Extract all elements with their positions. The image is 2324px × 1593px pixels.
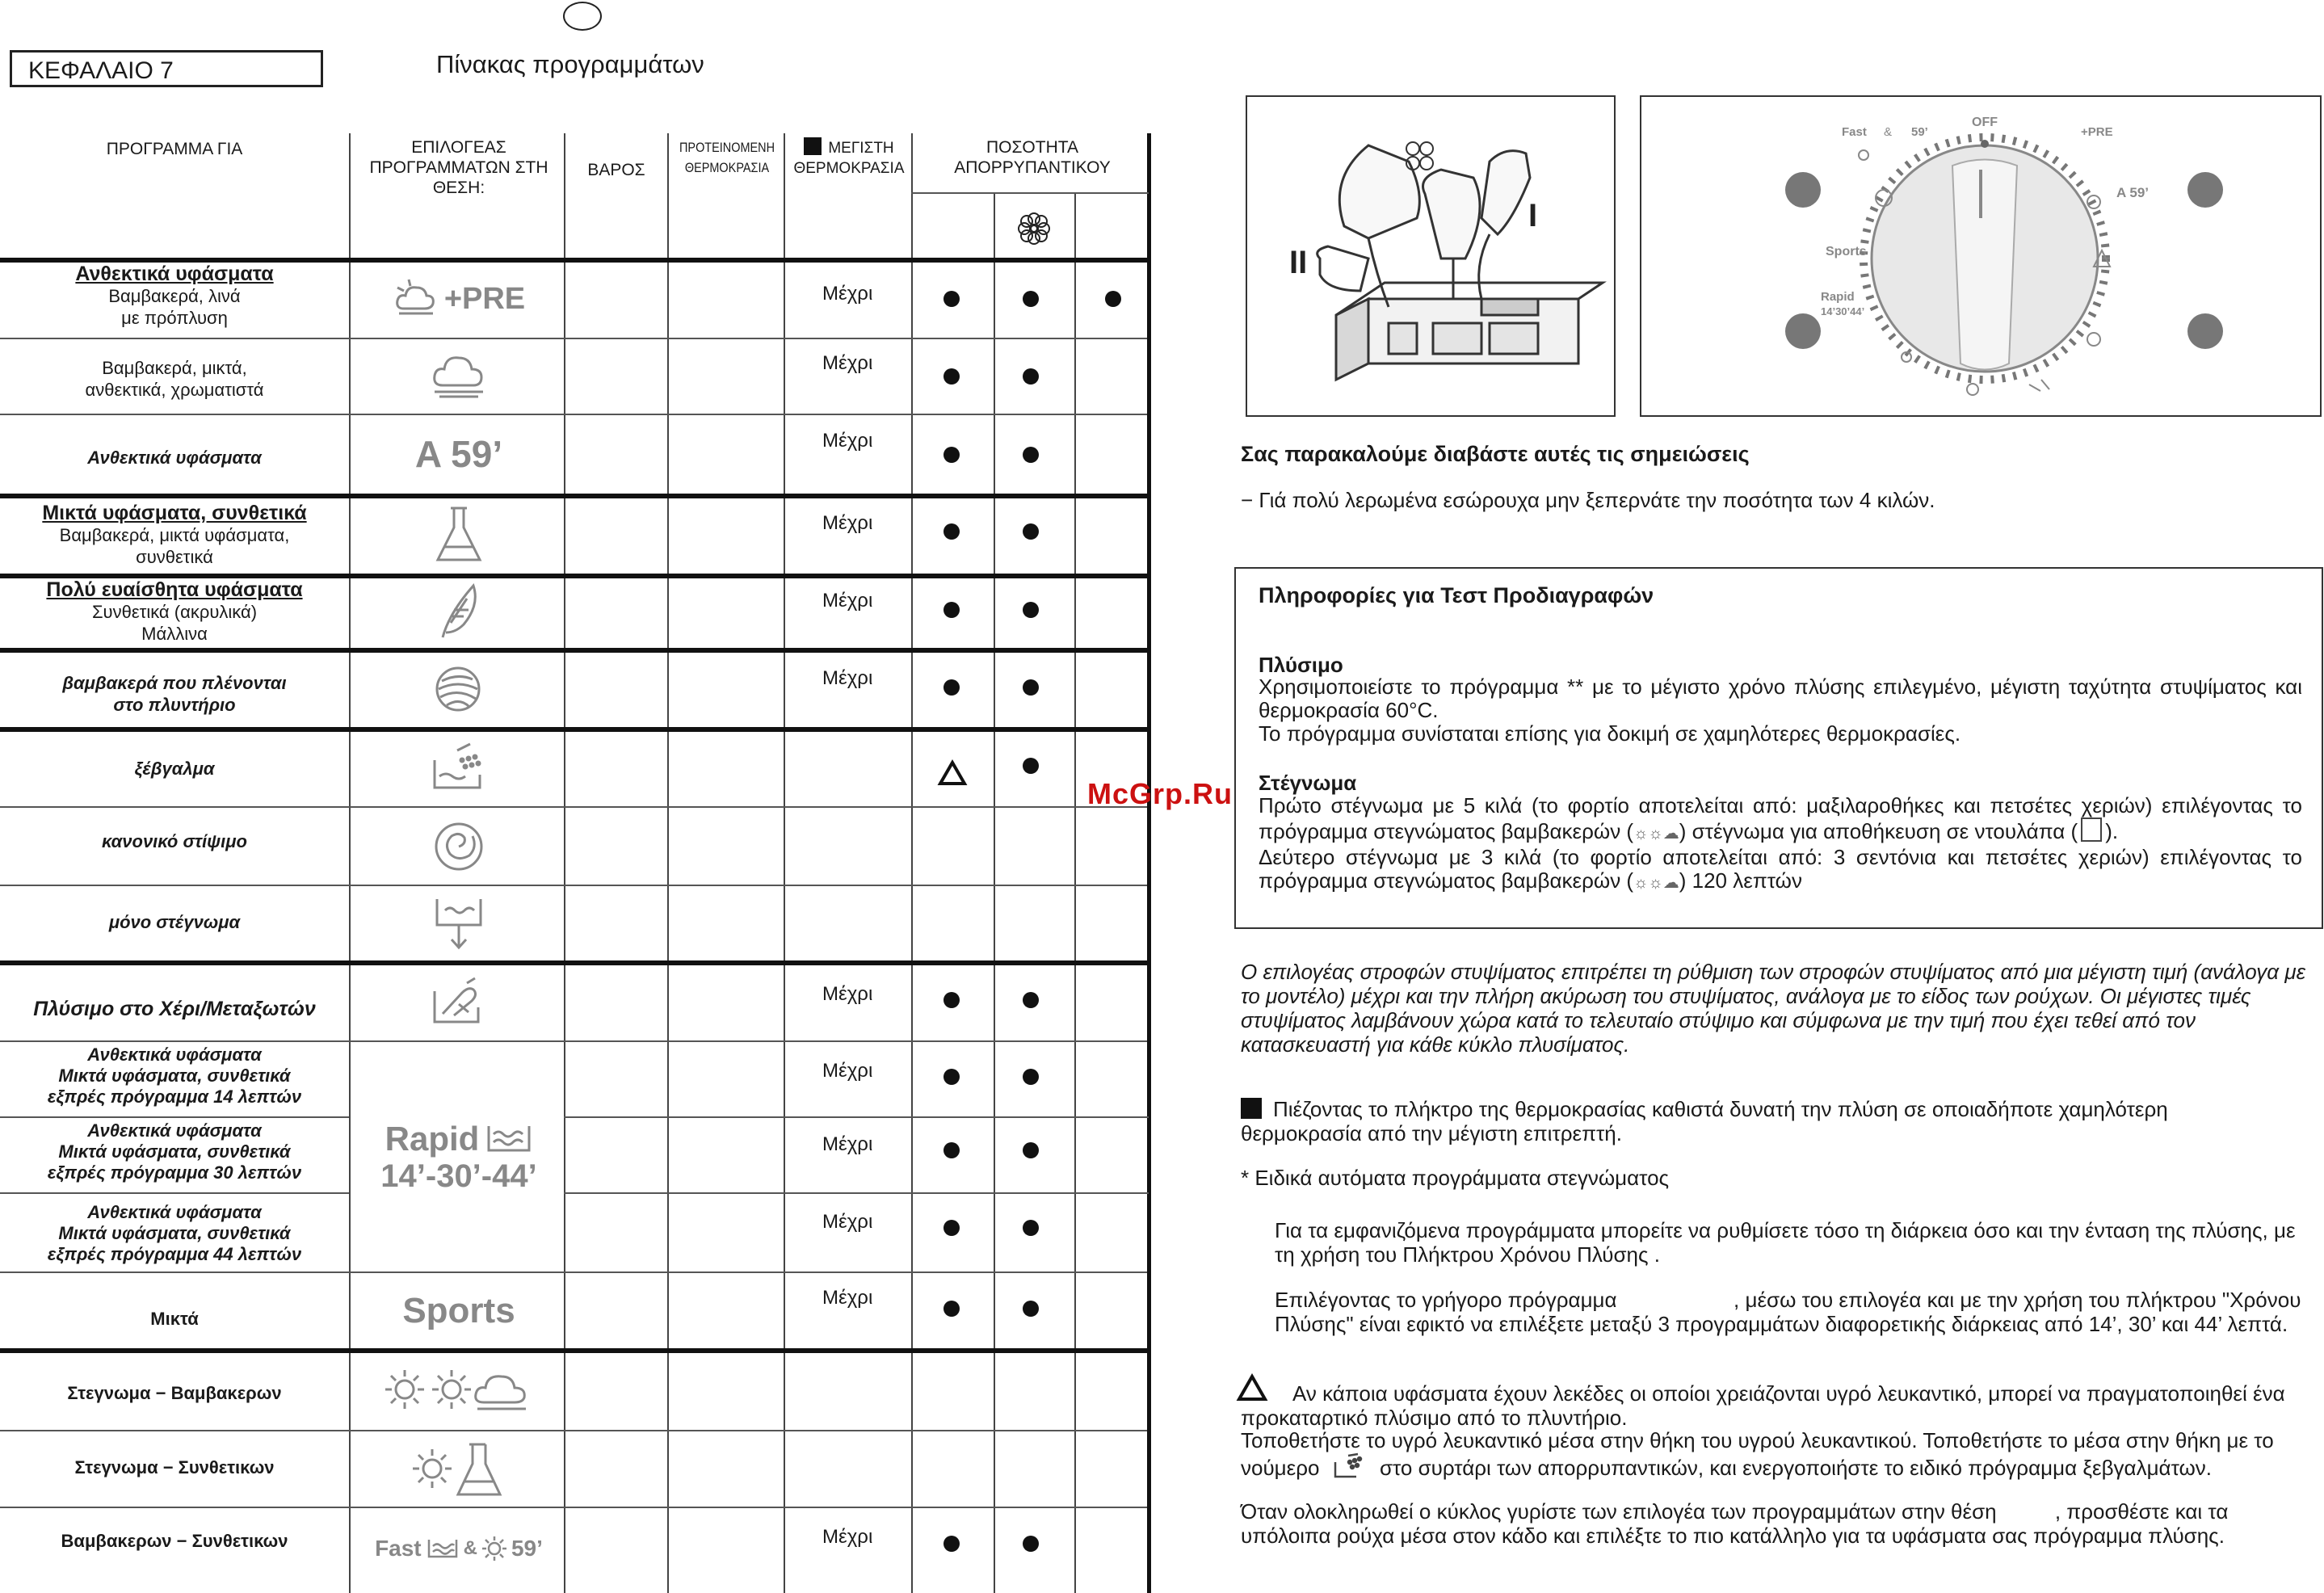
- row-label-9: [0, 911, 349, 933]
- max-temp-value: Μέχρι: [822, 430, 873, 452]
- row-line: εξπρές πρόγραμμα 14 λεπτών: [47, 1087, 302, 1107]
- hand-wash-icon: [430, 975, 488, 1027]
- detergent-dot: [943, 1142, 960, 1158]
- fast-59-label: 59’: [511, 1536, 543, 1561]
- wool-ball-icon: [431, 662, 487, 715]
- sun-icon: [481, 1535, 508, 1562]
- grid-line: [911, 133, 913, 1593]
- grid-line: [0, 806, 1147, 808]
- detergent-dot: [1023, 679, 1039, 696]
- temp-paragraph-text: Πιέζοντας το πλήκτρο της θερμοκρασίας καθιστά δυνατή την πλύση σε οποιαδήποτε χαμηλότερη θερμοκρασία από την μέγιστη επιτρεπτή.: [1241, 1097, 2168, 1145]
- grid-line: [0, 1116, 349, 1118]
- flower-softener-icon: [1014, 208, 1054, 249]
- row-line: Μικτά: [150, 1309, 199, 1329]
- detergent-dot: [1023, 992, 1039, 1008]
- sports-program: [355, 1273, 562, 1348]
- spec-dry-text-1c: ).: [2105, 819, 2119, 843]
- flask-icon: [433, 505, 485, 565]
- drain-icon: [432, 894, 485, 952]
- spin-spiral-icon: [432, 820, 485, 873]
- spec-wash-title: Πλύσιμο: [1259, 653, 1343, 677]
- detergent-dot: [943, 679, 960, 696]
- grid-line: [0, 338, 1147, 339]
- bleach-paragraph-3: Όταν ολοκληρωθεί ο κύκλος γυρίστε των επιλογέα των προγραμμάτων στην θέση , προσθέστε και τα υπόλοιπα ρούχα μέσα στον κάδο και επιλέξτε το πιο κατάλληλο για τα υφάσματα σας πρόγραμμα πλύσης.: [1241, 1499, 2234, 1548]
- spin-paragraph: Ο επιλογέας στροφών στυψίματος επιτρέπει τη ρύθμιση των στροφών στυψίματος από μια μέγιστη τιμή (ανάλογα με το μοντέλο) μέχρι και την πλήρη ακύρωση του στυψίματος, ανάλογα με το είδος των ρούχων. Οι μέγιστες τιμές στυψίματος λαμβάνουν χώρα κατά το τελευταίο στύψιμο και σύμφωνα με την τιμή που έχει τεθεί από τον κατασκευαστή για κάθε κύκλο πλυσίματος.: [1241, 960, 2306, 1057]
- header-selector: ΕΠΙΛΟΓΕΑΣ ΠΡΟΓΡΑΜΜΑΤΩΝ ΣΤΗ ΘΕΣΗ:: [369, 138, 548, 197]
- max-temp-value: Μέχρι: [822, 1060, 873, 1082]
- wool-program: [355, 649, 562, 727]
- detergent-dot: [943, 1301, 960, 1317]
- handwash-program: [355, 962, 562, 1040]
- max-temp-value: Μέχρι: [822, 283, 873, 305]
- row-line: κανονικό στίψιμο: [102, 831, 247, 851]
- row-label-11: [0, 1044, 349, 1108]
- synthetics-program: [355, 496, 562, 574]
- row-line: Πλύσιμο στο Χέρι/Μεταξωτών: [33, 998, 316, 1020]
- row-label-16: [0, 1456, 349, 1478]
- dial-a59-label: A 59’: [2116, 185, 2150, 200]
- row-label-17: [0, 1530, 349, 1552]
- bleach-triangle-icon: [937, 759, 968, 787]
- a59-label: A 59’: [414, 433, 503, 475]
- row-line: Ανθεκτικά υφάσματα: [87, 448, 262, 468]
- grid-line: [0, 1192, 349, 1194]
- watermark: McGrp.Ru: [1087, 777, 1233, 810]
- dial-rapid-times-label: 14’30’44’: [1821, 305, 1865, 317]
- drawer-label-1: I: [1528, 198, 1538, 233]
- grid-line: [1074, 194, 1076, 1593]
- max-temp-value: Μέχρι: [822, 1211, 873, 1233]
- page-number-oval: [563, 2, 602, 31]
- grid-line: [0, 1271, 1147, 1273]
- time-adjust-paragraph: Για τα εμφανιζόμενα προγράμματα μπορείτε να ρυθμίσετε τόσο τη διάρκεια όσο και την ένταση της πλύσης, με τη χρήση του Πλήκτρου Χρόνου Πλύσης .: [1275, 1218, 2296, 1267]
- bleach-text-b: στο συρτάρι των απορρυπαντικών, και ενεργοποιήστε το ειδικό πρόγραμμα ξεβγαλμάτων.: [1379, 1456, 2213, 1480]
- grid-line: [0, 1348, 1147, 1353]
- dry-cotton-inline-icon: ☼☼☁: [1633, 825, 1679, 843]
- detergent-dot: [943, 1220, 960, 1236]
- row-line: Βαμβακερά, λινά: [108, 286, 241, 306]
- max-temp-value: Μέχρι: [822, 1287, 873, 1309]
- grid-line: [667, 133, 669, 1593]
- fast-label: Fast: [375, 1536, 422, 1561]
- row-line: με πρόπλυση: [121, 308, 228, 328]
- row-label-1: [0, 263, 349, 329]
- header-weight: ΒΑΡΟΣ: [587, 161, 645, 179]
- row-line: εξπρές πρόγραμμα 30 λεπτών: [47, 1162, 302, 1183]
- dry-synthetics-icon: [408, 1441, 510, 1498]
- wardrobe-icon: [2081, 818, 2102, 842]
- row-line: Βαμβακερων − Συνθετικων: [61, 1531, 288, 1551]
- dial-pre-label: +PRE: [2081, 125, 2113, 139]
- grid-line: [0, 494, 1147, 498]
- detergent-dot: [943, 447, 960, 463]
- row-title: Ανθεκτικά υφάσματα: [75, 263, 274, 285]
- dial-off-label: OFF: [1972, 116, 1998, 129]
- detergent-dot: [943, 992, 960, 1008]
- row-label-7: [0, 758, 349, 780]
- grid-line: [0, 648, 1147, 653]
- detergent-dot: [943, 368, 960, 385]
- amp-label: &: [463, 1537, 477, 1559]
- row-label-15: [0, 1382, 349, 1404]
- spec-dry-text-2b: ) 120 λεπτών: [1679, 868, 1802, 893]
- dial-amp-label: &: [1884, 125, 1893, 139]
- drawer-label-2: II: [1289, 245, 1308, 280]
- spec-wash-text-1: Χρησιμοποιείστε το πρόγραμμα ** με το μέγιστο χρόνο πλύσης επιλεγμένο, μέγιστη ταχύτητα στυψίματος και θερμοκρασία 60°C.: [1259, 675, 2302, 722]
- notes-line-1: − Γιά πολύ λερωμένα εσώρουχα μην ξεπερνάτε την ποσότητα των 4 κιλών.: [1241, 488, 1935, 512]
- row-label-6: [0, 672, 349, 716]
- rinse-inline-icon: [1332, 1452, 1368, 1480]
- row-line: εξπρές πρόγραμμα 44 λεπτών: [47, 1244, 302, 1264]
- grid-line: [0, 1507, 1147, 1508]
- temp-paragraph: [1241, 1097, 2291, 1145]
- row-line: συνθετικά: [136, 547, 213, 567]
- chapter-label: ΚΕΦΑΛΑΙΟ 7: [10, 50, 323, 87]
- grid-line: [0, 1430, 1147, 1431]
- spec-title: Πληροφορίες για Τεστ Προδιαγραφών: [1259, 583, 1654, 607]
- spec-wash-text: [1259, 675, 2302, 746]
- max-temp-value: Μέχρι: [822, 1526, 873, 1548]
- grid-line: [784, 133, 785, 1593]
- prewash-cloud-icon: [393, 276, 441, 322]
- row-line: Ανθεκτικά υφάσματα: [87, 1202, 262, 1222]
- rinse-program: [355, 729, 562, 806]
- detergent-dot: [1105, 291, 1121, 307]
- detergent-dot: [1023, 1142, 1039, 1158]
- drain-program: [355, 886, 562, 960]
- detergent-dot: [943, 602, 960, 618]
- row-label-8: [0, 830, 349, 852]
- row-line: μόνο στέγνωμα: [108, 912, 241, 932]
- row-label-4: [0, 502, 349, 568]
- grid-line: [994, 194, 995, 1593]
- row-line: ξέβγαλμα: [134, 759, 215, 779]
- dial-fast-label: Fast: [1842, 125, 1867, 139]
- max-temp-square-icon: [804, 137, 822, 155]
- page-title: Πίνακας προγραμμάτων: [436, 50, 704, 78]
- row-line: Ανθεκτικά υφάσματα: [87, 1120, 262, 1141]
- row-line: Μάλλινα: [141, 624, 208, 644]
- detergent-dot: [1023, 523, 1039, 540]
- bleach-paragraph-2: [1241, 1428, 2315, 1480]
- detergent-dot: [943, 291, 960, 307]
- header-max-temp-text: ΜΕΓΙΣΤΗ ΘΕΡΜΟΚΡΑΣΙΑ: [793, 140, 905, 177]
- dial-59-label: 59’: [1911, 125, 1928, 139]
- row-label-5: [0, 579, 349, 645]
- delicates-program: [355, 575, 562, 648]
- row-line: Μικτά υφάσματα, συνθετικά: [58, 1066, 291, 1086]
- row-line: Στεγνωμα − Συνθετικων: [74, 1457, 275, 1477]
- header-recommended-temp: ΠΡΟΤΕΙΝΟΜΕΝΗ ΘΕΡΜΟΚΡΑΣΙΑ: [679, 140, 775, 175]
- row-line: ανθεκτικά, χρωματιστά: [85, 380, 264, 400]
- row-line: Ανθεκτικά υφάσματα: [87, 1044, 262, 1065]
- row-label-10: [0, 998, 349, 1020]
- cotton-program: [355, 339, 562, 414]
- notes-heading: Σας παρακαλούμε διαβάστε αυτές τις σημειώσεις: [1241, 442, 1750, 466]
- rapid-times-label: 14’-30’-44’: [380, 1158, 537, 1194]
- detergent-dot: [1023, 1069, 1039, 1085]
- prewash-label: +PRE: [443, 281, 526, 316]
- max-temp-value: Μέχρι: [822, 1133, 873, 1155]
- detergent-drawer-illustration: [1246, 95, 1616, 417]
- dry-cotton-inline-icon-2: ☼☼☁: [1633, 874, 1679, 892]
- max-temp-value: Μέχρι: [822, 352, 873, 374]
- grid-line: [911, 192, 1149, 194]
- spec-dry-text: [1259, 794, 2302, 895]
- grid-line: [0, 960, 1147, 965]
- row-line: Βαμβακερά, μικτά,: [102, 358, 247, 378]
- row-line: Συνθετικά (ακρυλικά): [91, 602, 258, 622]
- feather-icon: [435, 581, 483, 642]
- grid-line: [564, 133, 565, 1593]
- rapid-label: Rapid: [385, 1119, 480, 1158]
- grid-line: [0, 885, 1147, 886]
- detergent-dot: [1023, 447, 1039, 463]
- spec-dry-text-1a: Πρώτο στέγνωμα με 5 κιλά (το φορτίο αποτελείται από: μαξιλαροθήκες και πετσέτες χεριών) επιλέγοντας το πρόγραμμα στεγνώματος βαμβακερών (: [1259, 793, 2302, 843]
- sports-label: Sports: [402, 1290, 515, 1330]
- spin-program: [355, 808, 562, 885]
- fast-dry-program: [355, 1508, 562, 1589]
- detergent-dot: [1023, 602, 1039, 618]
- rapid-program: [355, 1042, 562, 1271]
- bleach-paragraph-1: Αν κάποια υφάσματα έχουν λεκέδες οι οποίοι χρειάζονται υγρό λευκαντικό, μπορεί να πραγματοποιηθεί ένα προκαταρτικό πλύσιμο από το πλυντήριο.: [1241, 1381, 2285, 1430]
- dry-cotton-icon: [382, 1364, 536, 1417]
- spec-dry-title: Στέγνωμα: [1259, 771, 1357, 795]
- grid-line: [349, 133, 351, 1593]
- dry-synthetics-program: [355, 1431, 562, 1507]
- row-label-12: [0, 1120, 349, 1183]
- detergent-dot: [1023, 291, 1039, 307]
- row-line: Στεγνωμα − Βαμβακερων: [67, 1383, 282, 1403]
- grid-line: [1147, 133, 1151, 1593]
- detergent-dot: [1023, 368, 1039, 385]
- detergent-dot: [943, 523, 960, 540]
- row-line: Μικτά υφάσματα, συνθετικά: [58, 1141, 291, 1162]
- grid-line: [564, 1192, 1149, 1194]
- row-label-2: [0, 357, 349, 401]
- row-label-13: [0, 1202, 349, 1265]
- detergent-dot: [1023, 1301, 1039, 1317]
- max-temp-value: Μέχρι: [822, 983, 873, 1005]
- detergent-dot: [1023, 1536, 1039, 1552]
- a59-program: [355, 415, 562, 493]
- rapid-tub-icon: [485, 1123, 532, 1155]
- detergent-dot: [943, 1536, 960, 1552]
- rinse-shower-icon: [430, 741, 488, 794]
- header-detergent: ΠΟΣΟΤΗΤΑ ΑΠΟΡΡΥΠΑΝΤΙΚΟΥ: [954, 138, 1111, 177]
- row-label-3: [0, 447, 349, 469]
- dial-sports-label: Sports: [1826, 245, 1867, 258]
- detergent-dot: [1023, 758, 1039, 774]
- grid-line: [0, 727, 1147, 732]
- auto-dry-note: * Ειδικά αυτόματα προγράμματα στεγνώματος: [1241, 1166, 1670, 1190]
- spec-wash-text-2: Το πρόγραμμα συνίσταται επίσης για δοκιμή σε χαμηλότερες θερμοκρασίες.: [1259, 721, 1961, 746]
- fast-tub-icon: [427, 1537, 459, 1560]
- prewash-program: [355, 260, 562, 338]
- row-line: Βαμβακερά, μικτά υφάσματα,: [59, 525, 290, 545]
- cloud-icon: [428, 351, 490, 401]
- spec-dry-text-2a: Δεύτερο στέγνωμα με 3 κιλά (το φορτίο αποτελείται από: 3 σεντόνια και πετσέτες χεριών) επιλέγοντας το πρόγραμμα στεγνώματος βαμβακερών (: [1259, 845, 2302, 893]
- dry-cotton-program: [355, 1350, 562, 1430]
- row-label-14: [0, 1308, 349, 1330]
- header-program-for: ΠΡΟΓΡΑΜΜΑ ΓΙΑ: [106, 140, 243, 158]
- max-temp-value: Μέχρι: [822, 512, 873, 534]
- row-line: Μικτά υφάσματα, συνθετικά: [58, 1223, 291, 1243]
- max-temp-value: Μέχρι: [822, 590, 873, 612]
- spec-dry-text-1b: ) στέγνωμα για αποθήκευση σε ντουλάπα (: [1679, 819, 2078, 843]
- grid-line: [0, 414, 1147, 415]
- temp-button-icon: [1241, 1098, 1262, 1119]
- row-line: βαμβακερά που πλένονται: [62, 673, 287, 693]
- dial-rapid-label: Rapid: [1821, 290, 1855, 304]
- quick-program-paragraph: Επιλέγοντας το γρήγορο πρόγραμμα , μέσω του επιλογέα και με την χρήση του πλήκτρου "Χρόνου Πλύσης" είναι εφικτό να επιλέξετε μεταξύ 3 προγραμμάτων διαφορετικής διάρκειας από 14’, 30’ και 44’ λεπτά.: [1275, 1288, 2307, 1336]
- grid-line: [0, 1040, 1147, 1042]
- bleach-text-a: Τοποθετήστε το υγρό λευκαντικό μέσα στην θήκη του υγρού λευκαντικού. Τοποθετήστε το μέσα στην θήκη με το νούμερο: [1241, 1428, 2274, 1480]
- detergent-dot: [1023, 1220, 1039, 1236]
- header-max-temp: [787, 137, 911, 179]
- detergent-dot: [943, 1069, 960, 1085]
- row-line: στο πλυντήριο: [113, 695, 236, 715]
- program-dial-illustration: [1640, 95, 2322, 417]
- grid-line: [564, 1116, 1149, 1118]
- row-title: Μικτά υφάσματα, συνθετικά: [42, 502, 307, 524]
- max-temp-value: Μέχρι: [822, 667, 873, 689]
- row-title: Πολύ ευαίσθητα υφάσματα: [46, 578, 303, 601]
